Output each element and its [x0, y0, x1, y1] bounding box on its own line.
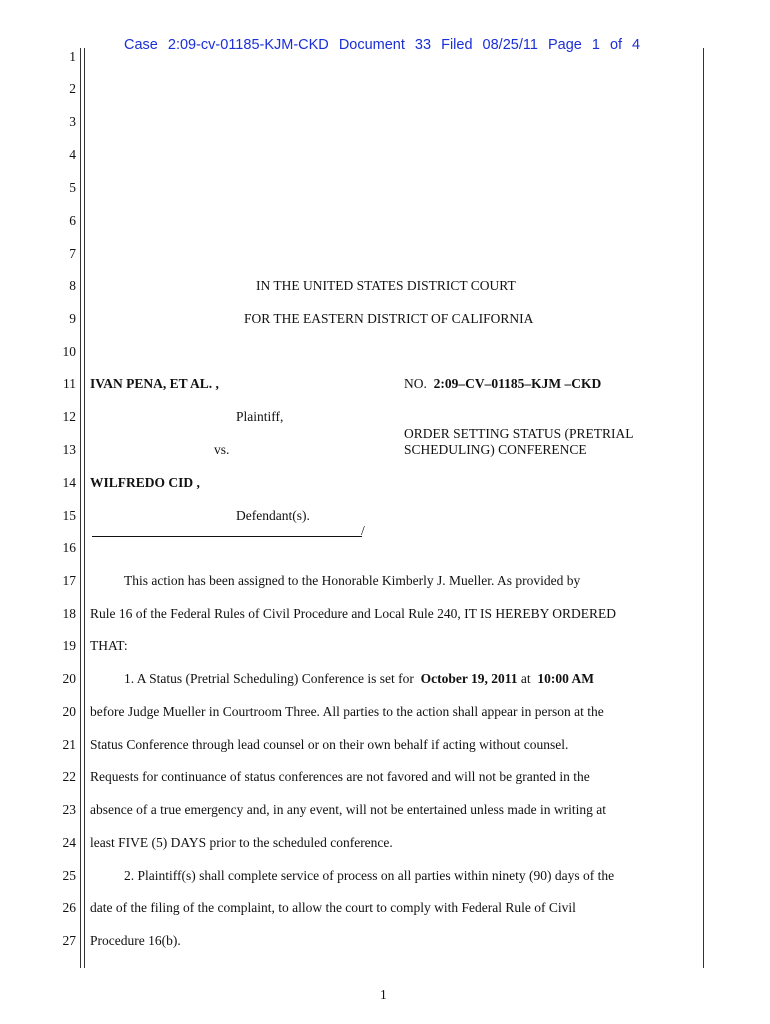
conference-sentence: 1. A Status (Pretrial Scheduling) Conference is set for — [124, 671, 414, 686]
line-number: 10 — [62, 344, 76, 359]
conference-date: October 19, 2011 — [420, 671, 518, 686]
line-number: 24 — [62, 835, 76, 850]
defendant-name: WILFREDO CID , — [90, 475, 200, 490]
line-number: 7 — [69, 246, 76, 261]
caption-slash: / — [361, 523, 365, 538]
body-line-24: least FIVE (5) DAYS prior to the scheduled conference. — [90, 835, 393, 850]
line-number: 25 — [62, 868, 76, 883]
defendant-label: Defendant(s). — [236, 508, 310, 523]
plaintiff-name: IVAN PENA, ET AL. , — [90, 376, 219, 391]
line-number: 1 — [69, 49, 76, 64]
right-margin-rule — [703, 48, 704, 968]
body-line-20b: before Judge Mueller in Courtroom Three. All parties to the action shall appear in person at the — [90, 704, 604, 719]
line-number: 12 — [62, 409, 76, 424]
document-stamp: Document 33 — [338, 37, 432, 53]
body-line-23: absence of a true emergency and, in any event, will not be entertained unless made in writing at — [90, 802, 606, 817]
court-heading-line-2: FOR THE EASTERN DISTRICT OF CALIFORNIA — [244, 311, 534, 326]
page-stamp: Page 1 of 4 — [547, 37, 641, 53]
body-line-21: Status Conference through lead counsel or on their own behalf if acting without counsel. — [90, 737, 569, 752]
line-number: 20 — [62, 704, 76, 719]
body-line-18: Rule 16 of the Federal Rules of Civil Procedure and Local Rule 240, IT IS HEREBY ORDERED — [90, 606, 617, 621]
line-number: 8 — [69, 278, 76, 293]
caption-rule — [92, 536, 362, 537]
filed-stamp: Filed 08/25/11 — [441, 37, 538, 53]
case-number-value: 2:09–CV–01185–KJM –CKD — [433, 376, 602, 391]
page-number: 1 — [380, 987, 387, 1002]
line-number: 16 — [62, 540, 76, 555]
line-number: 22 — [62, 769, 76, 784]
filing-header — [124, 37, 640, 53]
body-line-22: Requests for continuance of status conferences are not favored and will not be granted in the — [90, 769, 590, 784]
line-number: 23 — [62, 802, 76, 817]
body-line-17: This action has been assigned to the Honorable Kimberly J. Mueller. As provided by — [124, 573, 581, 588]
line-number: 4 — [69, 147, 76, 162]
line-number: 13 — [62, 442, 76, 457]
line-number: 11 — [63, 376, 76, 391]
case-number — [404, 376, 601, 392]
line-number: 6 — [69, 213, 76, 228]
line-number: 17 — [62, 573, 76, 588]
left-margin-rule-2 — [84, 48, 85, 968]
line-number: 3 — [69, 114, 76, 129]
line-number: 21 — [62, 737, 76, 752]
order-title-line-1: ORDER SETTING STATUS (PRETRIAL — [404, 426, 634, 441]
conference-time: 10:00 AM — [537, 671, 594, 686]
line-number: 5 — [69, 180, 76, 195]
court-heading-line-1: IN THE UNITED STATES DISTRICT COURT — [256, 278, 516, 293]
order-title-line-2: SCHEDULING) CONFERENCE — [404, 442, 587, 457]
line-number: 9 — [69, 311, 76, 326]
left-margin-rule-1 — [80, 48, 81, 968]
line-number: 19 — [62, 638, 76, 653]
case-number-prefix: NO. — [404, 376, 427, 391]
line-number: 18 — [62, 606, 76, 621]
line-number: 15 — [62, 508, 76, 523]
body-line-26: date of the filing of the complaint, to allow the court to comply with Federal Rule of Civil — [90, 900, 576, 915]
line-number: 14 — [62, 475, 76, 490]
line-number: 2 — [69, 81, 76, 96]
body-line-19: THAT: — [90, 638, 128, 653]
body-line-25: 2. Plaintiff(s) shall complete service of process on all parties within ninety (90) days of the — [124, 868, 615, 883]
plaintiff-label: Plaintiff, — [236, 409, 284, 424]
body-line-27: Procedure 16(b). — [90, 933, 181, 948]
case-stamp: Case 2:09-cv-01185-KJM-CKD — [124, 37, 329, 53]
line-number: 26 — [62, 900, 76, 915]
line-number: 20 — [62, 671, 76, 686]
versus: vs. — [214, 442, 230, 457]
line-number: 27 — [62, 933, 76, 948]
body-line-20a — [124, 671, 594, 687]
conference-at: at — [520, 671, 531, 686]
